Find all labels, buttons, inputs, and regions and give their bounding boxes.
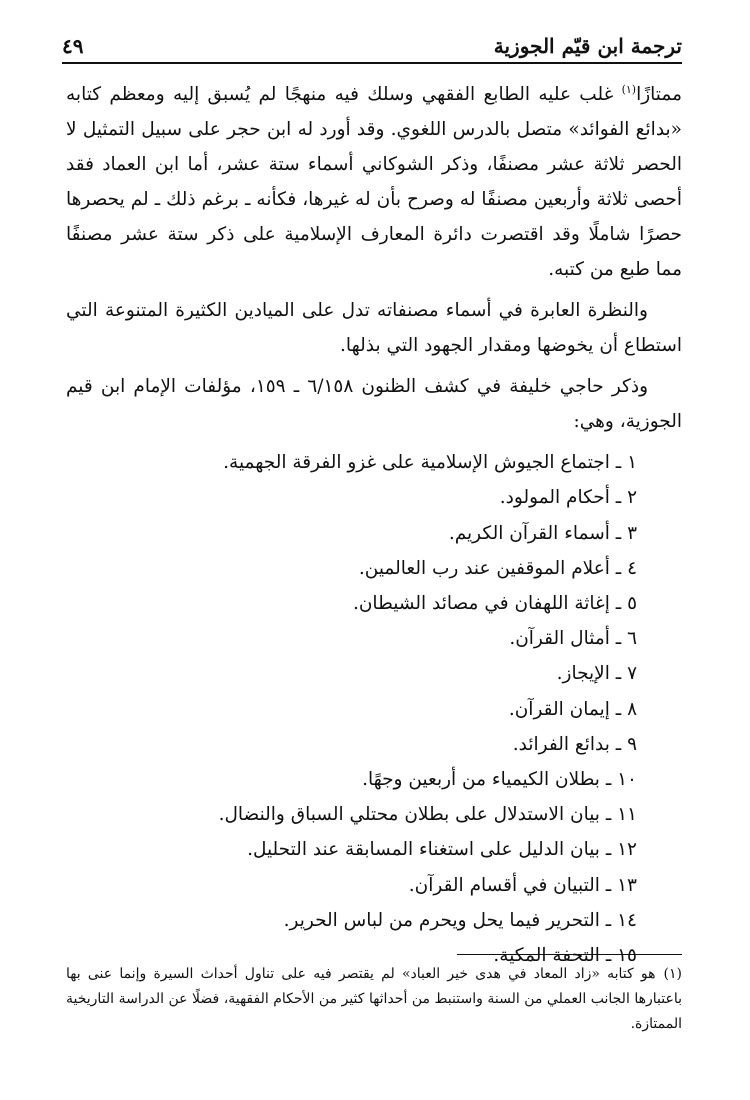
list-item: ٧ ـ الإيجاز. [556, 663, 637, 685]
list-item: ٣ ـ أسماء القرآن الكريم. [448, 522, 637, 544]
list-item: ٢ ـ أحكام المولود. [499, 487, 637, 509]
list-item: ١٢ ـ بيان الدليل على استغناء المسابقة عند التحليل. [247, 839, 637, 861]
header-title: ترجمة ابن قيّم الجوزية [493, 34, 682, 58]
page-number: ٤٩ [62, 34, 84, 58]
footnote-divider [457, 954, 682, 955]
list-item: ١٣ ـ التبيان في أقسام القرآن. [408, 874, 637, 896]
footnote-reference[interactable]: (١) [621, 83, 637, 96]
footnote-text: هو كتابه «زاد المعاد في هدى خير العباد» لم يقتصر فيه على تناول أحداث السيرة وإنما عنى بها باعتبارها الجانب العملي من السنة واستنبط من أحداثها كثير من الأحكام الفقهية، فضلًا عن الدراسة التاريخية الممتازة. [66, 966, 682, 1032]
works-list [66, 445, 682, 973]
paragraph-3: وذكر حاجي خليفة في كشف الظنون ٦/١٥٨ ـ ١٥٩، مؤلفات الإمام ابن قيم الجوزية، وهي: [66, 376, 682, 433]
list-item: ١ ـ اجتماع الجيوش الإسلامية على غزو الفرقة الجهمية. [223, 452, 637, 474]
main-text [66, 72, 682, 973]
list-item: ٩ ـ بدائع الفرائد. [512, 733, 637, 755]
list-item: ١٠ ـ بطلان الكيمياء من أربعين وجهًا. [362, 768, 637, 790]
paragraph-1 [66, 72, 682, 287]
paragraph-1-lead: ممتازًا [636, 84, 682, 106]
running-header [62, 34, 682, 62]
list-item: ٤ ـ أعلام الموقفين عند رب العالمين. [358, 557, 637, 579]
footnote [66, 962, 682, 1037]
list-item: ١٥ ـ التحفة المكية. [493, 945, 637, 966]
list-item: ١١ ـ بيان الاستدلال على بطلان محتلي السباق والنضال. [218, 804, 637, 826]
list-item: ٦ ـ أمثال القرآن. [509, 628, 637, 650]
footnote-marker: (١) [663, 966, 682, 982]
paragraph-1-rest: غلب عليه الطابع الفقهي وسلك فيه منهجًا لم يُسبق إليه ومعظم كتابه «بدائع الفوائد» متصل بالدرس اللغوي. وقد أورد له ابن حجر على سبيل التمثيل لا الحصر ثلاثة عشر مصنفًا، وذكر الشوكاني أسماء ستة عشر، أما ابن العماد فقد أحصى ثلاثة وأربعين مصنفًا له وصرح بأن له غيرها، فكأنه ـ برغم ذلك ـ لم يحصرها حصرًا شاملًا وقد اقتصرت دائرة المعارف الإسلامية على ذكر ستة عشر مصنفًا مما طبع من كتبه. [66, 84, 682, 281]
list-item: ٨ ـ إيمان القرآن. [508, 698, 637, 720]
paragraph-2: والنظرة العابرة في أسماء مصنفاته تدل على الميادين الكثيرة المتنوعة التي استطاع أن يخوضها ومقدار الجهود التي بذلها. [66, 300, 682, 357]
list-item: ٥ ـ إغاثة اللهفان في مصائد الشيطان. [352, 592, 637, 614]
list-item: ١٤ ـ التحرير فيما يحل ويحرم من لباس الحرير. [283, 909, 637, 931]
header-divider [62, 62, 682, 64]
